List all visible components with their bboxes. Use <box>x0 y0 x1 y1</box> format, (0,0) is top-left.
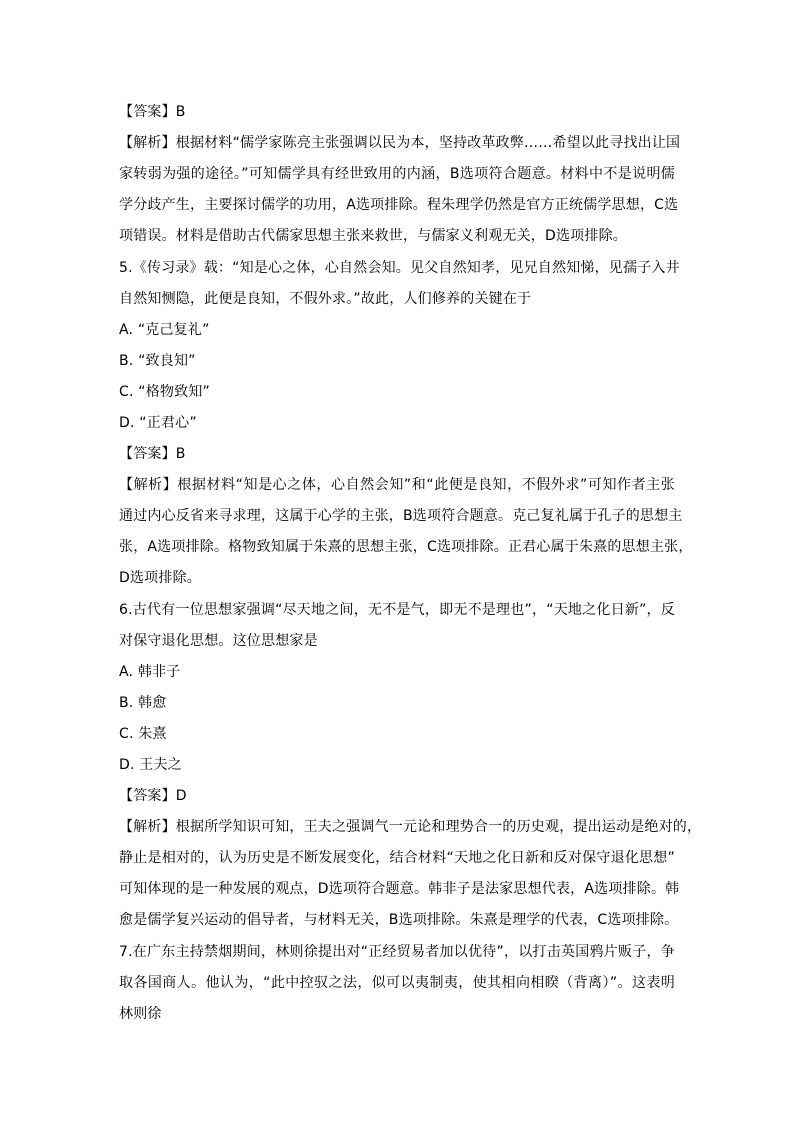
analysis-line: 静止是相对的，认为历史是不断发展变化，结合材料“天地之化日新和反对保守退化思想” <box>119 850 675 866</box>
analysis-line: D选项排除。 <box>119 570 201 586</box>
answer-label-q6: 【答案】D <box>119 788 187 804</box>
question-5-stem: 5.《传习录》载：“知是心之体，心自然会知。见父自然知孝，见兄自然知悌，见孺子入井 <box>119 260 680 276</box>
answer-label-q5: 【答案】B <box>119 446 186 462</box>
question-7-stem: 7.在广东主持禁烟期间，林则徐提出对“正经贸易者加以优待”，以打击英国鸦片贩子，争 <box>119 944 675 960</box>
option-b: B. “致良知” <box>119 353 196 369</box>
question-7-stem: 取各国商人。他认为，“此中控驭之法，似可以夷制夷，使其相向相睽（背离）”。这表明 <box>119 975 675 991</box>
option-a: A. “克己复礼” <box>119 322 210 338</box>
analysis-line: 家转弱为强的途径。”可知儒学具有经世致用的内涵，B选项符合题意。材料中不是说明儒 <box>119 166 675 182</box>
analysis-line: 【解析】根据材料“知是心之体，心自然会知”和“此便是良知，不假外求”可知作者主张 <box>119 477 675 493</box>
option-b: B. 韩愈 <box>119 695 167 711</box>
option-a: A. 韩非子 <box>119 664 181 680</box>
analysis-line: 学分歧产生，主要探讨儒学的功用，A选项排除。程朱理学仍然是官方正统儒学思想，C选 <box>119 197 679 213</box>
analysis-line: 可知体现的是一种发展的观点，D选项符合题意。韩非子是法家思想代表，A选项排除。韩 <box>119 881 680 897</box>
analysis-line: 愈是儒学复兴运动的倡导者，与材料无关，B选项排除。朱熹是理学的代表，C选项排除。 <box>119 912 679 928</box>
analysis-line: 【解析】根据所学知识可知，王夫之强调气一元论和理势合一的历史观，提出运动是绝对的， <box>119 819 702 835</box>
question-7-stem: 林则徐 <box>119 1006 162 1022</box>
analysis-line: 项错误。材料是借助古代儒家思想主张来救世，与儒家义利观无关，D选项排除。 <box>119 228 627 244</box>
analysis-line: 张，A选项排除。格物致知属于朱熹的思想主张，C选项排除。正君心属于朱熹的思想主张， <box>119 539 693 555</box>
question-6-stem: 对保守退化思想。这位思想家是 <box>119 633 318 649</box>
question-6-stem: 6.古代有一位思想家强调“尽天地之间，无不是气，即无不是理也”，“天地之化日新”，反 <box>119 602 675 618</box>
option-c: C. 朱熹 <box>119 726 167 742</box>
option-d: D. 王夫之 <box>119 757 182 773</box>
analysis-line: 通过内心反省来寻求理，这属于心学的主张，B选项符合题意。克己复礼属于孔子的思想主 <box>119 508 683 524</box>
analysis-line: 【解析】根据材料“儒学家陈亮主张强调以民为本，坚持改革政弊……希望以此寻找出让国 <box>119 135 681 151</box>
option-d: D. “正君心” <box>119 415 197 431</box>
answer-label-q4: 【答案】B <box>119 104 186 120</box>
option-c: C. “格物致知” <box>119 384 210 400</box>
question-5-stem: 自然知恻隐，此便是良知，不假外求。”故此，人们修养的关键在于 <box>119 291 532 307</box>
